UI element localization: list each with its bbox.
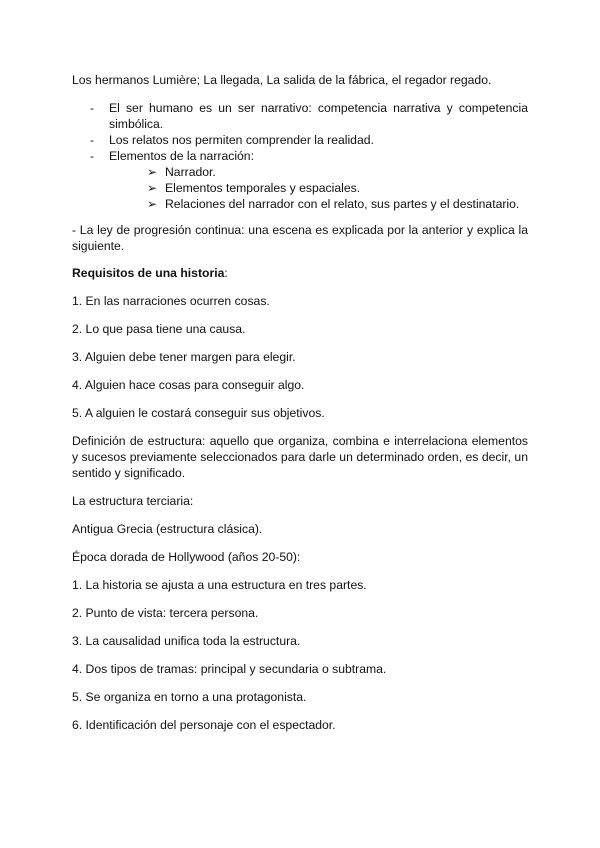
requisito-item: 5. A alguien le costará conseguir sus objetivos. [72,406,325,420]
hollywood-item: 4. Dos tipos de tramas: principal y secundaria o subtrama. [72,662,387,676]
definicion-paragraph: Definición de estructura: aquello que organiza, combina e interrelaciona elementos y sucesos previamente seleccionados para darle un determinado orden, es decir, un sentido y significado. [72,434,528,480]
sub-bullet-text: Elementos temporales y espaciales. [165,181,361,195]
arrow-bullet-icon: ➢ [147,197,158,211]
requisitos-heading [72,265,528,281]
sub-bullet-item [147,164,528,180]
ley-paragraph: - La ley de progresión continua: una escena es explicada por la anterior y explica la siguiente. [72,223,528,253]
requisito-item: 1. En las narraciones ocurren cosas. [72,294,270,308]
hollywood-heading: Época dorada de Hollywood (años 20-50): [72,550,301,564]
hollywood-item: 3. La causalidad unifica toda la estructura. [72,634,301,648]
bullet-item: - El ser humano es un ser narrativo: competencia narrativa y competencia simbólica. [72,100,528,132]
sub-bullet-item [147,196,528,212]
hollywood-item: 5. Se organiza en torno a una protagonista. [72,690,307,704]
hollywood-item: 6. Identificación del personaje con el espectador. [72,718,336,732]
requisito-item: 3. Alguien debe tener margen para elegir. [72,350,296,364]
hollywood-item: 2. Punto de vista: tercera persona. [72,606,259,620]
antigua-grecia-line: Antigua Grecia (estructura clásica). [72,522,263,536]
estructura-terciaria-heading: La estructura terciaria: [72,494,194,508]
document-body [72,72,528,733]
requisito-item: 4. Alguien hace cosas para conseguir algo. [72,378,305,392]
sub-bullet-item [147,180,528,196]
requisitos-colon: : [224,266,228,280]
bullet-item [72,148,528,212]
requisito-item: 2. Lo que pasa tiene una causa. [72,322,246,336]
sub-bullet-text: Relaciones del narrador con el relato, sus partes y el destinatario. [165,197,520,211]
sub-bullet-text: Narrador. [165,165,216,179]
hollywood-item: 1. La historia se ajusta a una estructura en tres partes. [72,578,367,592]
bullet-item: - Los relatos nos permiten comprender la realidad. [72,132,528,148]
arrow-sub-list [109,164,528,212]
bullet-item-label: Elementos de la narración: [109,149,254,163]
intro-paragraph: Los hermanos Lumière; La llegada, La salida de la fábrica, el regador regado. [72,73,492,87]
dash-bullet-list [72,100,528,212]
arrow-bullet-icon: ➢ [147,181,158,195]
requisitos-title: Requisitos de una historia [72,266,225,280]
arrow-bullet-icon: ➢ [147,165,158,179]
